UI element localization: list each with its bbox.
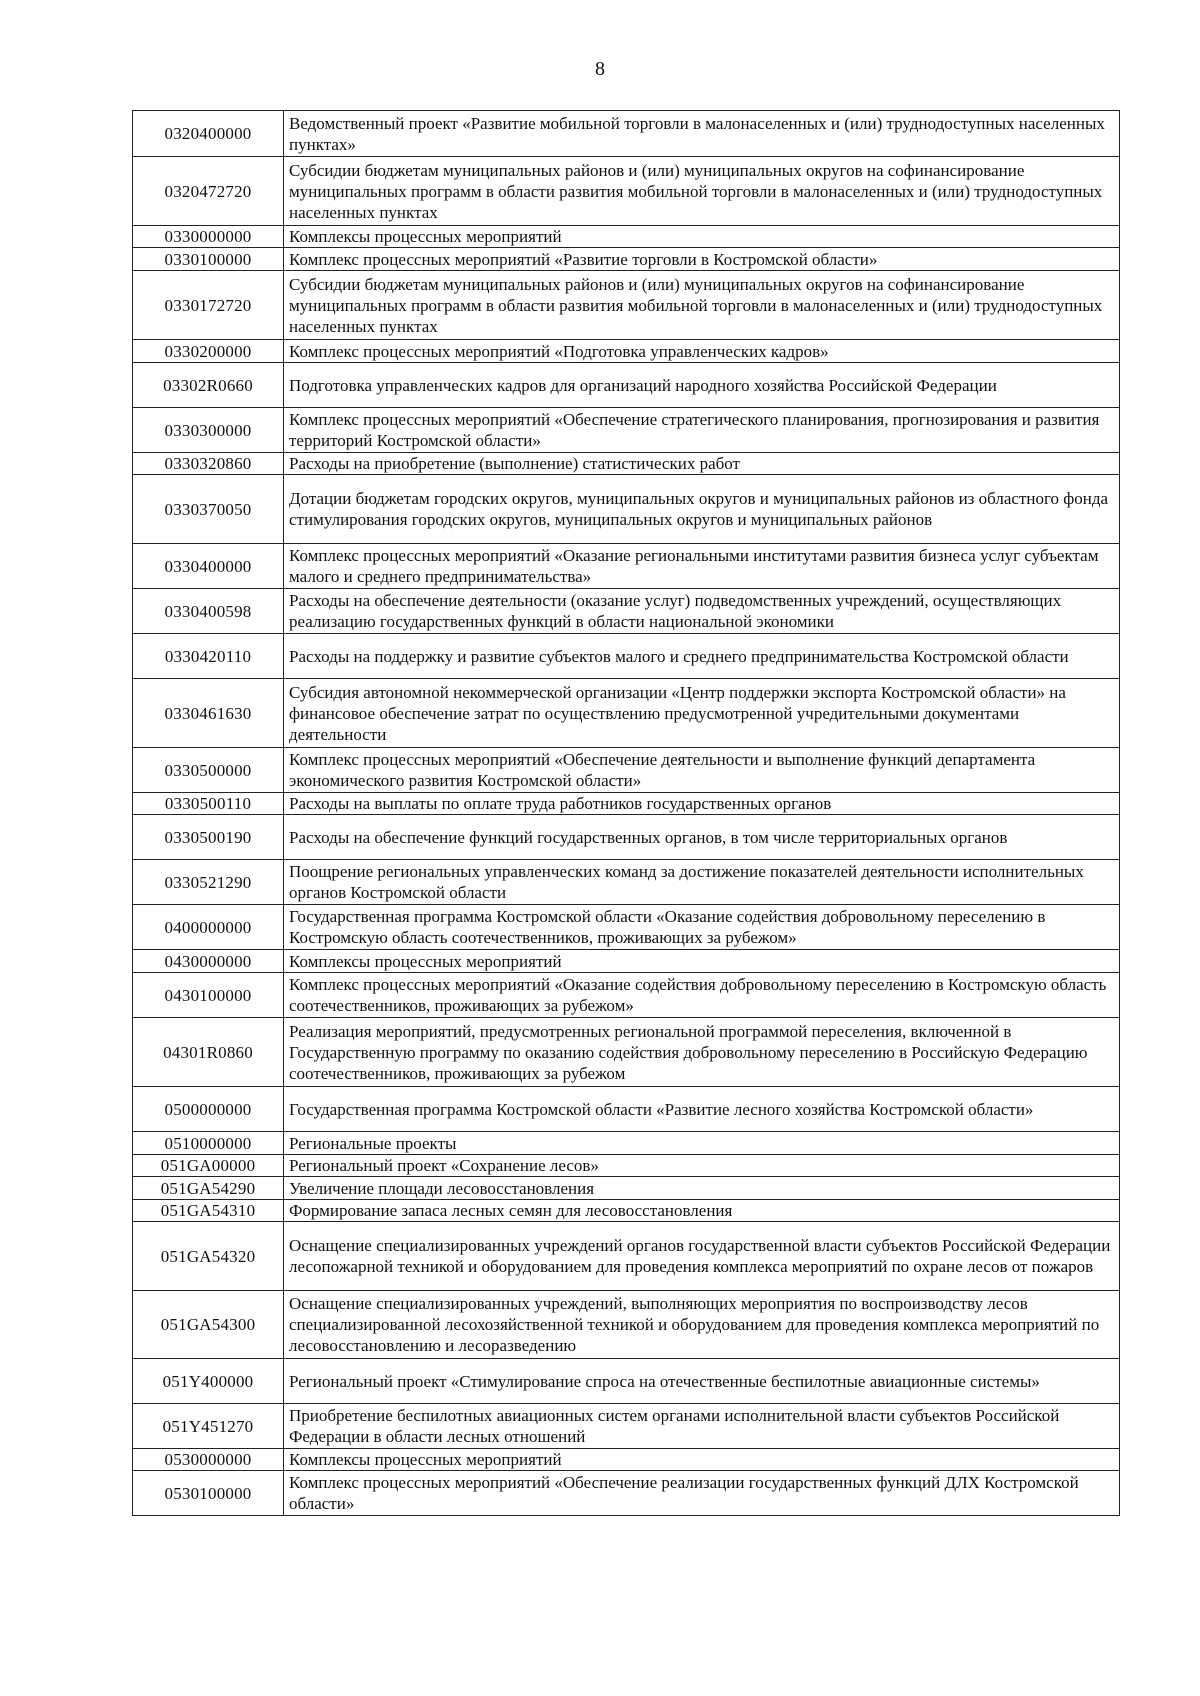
row-name: Региональный проект «Стимулирование спроса на отечественные беспилотные авиационные системы»	[284, 1359, 1120, 1404]
table-row	[133, 815, 1120, 860]
row-code: 0330500190	[133, 815, 284, 860]
table-row	[133, 679, 1120, 748]
page-number: 8	[595, 58, 605, 80]
table-row	[133, 453, 1120, 475]
table-row	[133, 408, 1120, 453]
row-name: Субсидии бюджетам муниципальных районов и (или) муниципальных округов на софинансирование муниципальных программ в области развития мобильной торговли в малонаселенных и (или) труднодоступных населенных пунктах	[284, 157, 1120, 226]
row-name: Государственная программа Костромской области «Развитие лесного хозяйства Костромской области»	[284, 1087, 1120, 1132]
row-name: Субсидии бюджетам муниципальных районов и (или) муниципальных округов на софинансирование муниципальных программ в области развития мобильной торговли в малонаселенных и (или) труднодоступных населенных пунктах	[284, 271, 1120, 340]
row-code: 0330370050	[133, 475, 284, 544]
row-name: Комплекс процессных мероприятий «Обеспечение стратегического планирования, прогнозирования и развития территорий Костромской области»	[284, 408, 1120, 453]
table-row	[133, 475, 1120, 544]
row-code: 0320472720	[133, 157, 284, 226]
row-name: Комплексы процессных мероприятий	[284, 1449, 1120, 1471]
table-row	[133, 973, 1120, 1018]
table-row	[133, 226, 1120, 248]
row-name: Расходы на обеспечение функций государственных органов, в том числе территориальных органов	[284, 815, 1120, 860]
row-code: 051Y451270	[133, 1404, 284, 1449]
row-code: 0330400000	[133, 544, 284, 589]
table-row	[133, 248, 1120, 271]
table-row	[133, 1155, 1120, 1177]
row-code: 0330172720	[133, 271, 284, 340]
row-code: 0500000000	[133, 1087, 284, 1132]
table-row	[133, 589, 1120, 634]
row-code: 0330100000	[133, 248, 284, 271]
row-code: 0430000000	[133, 950, 284, 973]
row-code: 0430100000	[133, 973, 284, 1018]
row-name: Комплексы процессных мероприятий	[284, 226, 1120, 248]
row-name: Оснащение специализированных учреждений органов государственной власти субъектов Российской Федерации лесопожарной техникой и оборудованием для проведения комплекса мероприятий по охране лесов от пожаров	[284, 1222, 1120, 1291]
table-row	[133, 860, 1120, 905]
row-name: Комплекс процессных мероприятий «Подготовка управленческих кадров»	[284, 340, 1120, 363]
row-code: 0510000000	[133, 1132, 284, 1155]
table-row	[133, 905, 1120, 950]
row-code: 0320400000	[133, 111, 284, 157]
row-name: Формирование запаса лесных семян для лесовосстановления	[284, 1200, 1120, 1222]
row-name: Подготовка управленческих кадров для организаций народного хозяйства Российской Федерации	[284, 363, 1120, 408]
row-name: Реализация мероприятий, предусмотренных региональной программой переселения, включенной в Государственную программу по оказанию содействия добровольному переселению в Российскую Федерацию соотечественников, проживающих за рубежом	[284, 1018, 1120, 1087]
row-code: 0330420110	[133, 634, 284, 679]
row-name: Расходы на поддержку и развитие субъектов малого и среднего предпринимательства Костромской области	[284, 634, 1120, 679]
table-row	[133, 363, 1120, 408]
table-row	[133, 340, 1120, 363]
row-name: Поощрение региональных управленческих команд за достижение показателей деятельности исполнительных органов Костромской области	[284, 860, 1120, 905]
row-name: Расходы на обеспечение деятельности (оказание услуг) подведомственных учреждений, осуществляющих реализацию государственных функций в области национальной экономики	[284, 589, 1120, 634]
row-code: 051GA54320	[133, 1222, 284, 1291]
row-code: 0330500000	[133, 748, 284, 793]
row-name: Увеличение площади лесовосстановления	[284, 1177, 1120, 1200]
row-code: 0330300000	[133, 408, 284, 453]
row-code: 051GA00000	[133, 1155, 284, 1177]
table-row	[133, 793, 1120, 815]
row-code: 051GA54310	[133, 1200, 284, 1222]
row-name: Региональные проекты	[284, 1132, 1120, 1155]
table-row	[133, 1222, 1120, 1291]
table-row	[133, 1087, 1120, 1132]
budget-classification-table	[132, 110, 1120, 1516]
row-name: Комплексы процессных мероприятий	[284, 950, 1120, 973]
table-row	[133, 544, 1120, 589]
row-code: 0400000000	[133, 905, 284, 950]
table-row	[133, 111, 1120, 157]
table-row	[133, 1132, 1120, 1155]
table-body	[133, 111, 1120, 1516]
row-code: 0530000000	[133, 1449, 284, 1471]
row-code: 0330400598	[133, 589, 284, 634]
table-row	[133, 1291, 1120, 1359]
row-code: 0330521290	[133, 860, 284, 905]
row-name: Расходы на выплаты по оплате труда работников государственных органов	[284, 793, 1120, 815]
row-name: Комплекс процессных мероприятий «Оказание региональными институтами развития бизнеса услуг субъектам малого и среднего предпринимательства»	[284, 544, 1120, 589]
row-name: Комплекс процессных мероприятий «Развитие торговли в Костромской области»	[284, 248, 1120, 271]
table-row	[133, 1177, 1120, 1200]
row-code: 0330500110	[133, 793, 284, 815]
row-name: Комплекс процессных мероприятий «Оказание содействия добровольному переселению в Костромскую область соотечественников, проживающих за рубежом»	[284, 973, 1120, 1018]
row-name: Оснащение специализированных учреждений, выполняющих мероприятия по воспроизводству лесов специализированной лесохозяйственной техникой и оборудованием для проведения комплекса мероприятий по лесовосстановлению и лесоразведению	[284, 1291, 1120, 1359]
table-row	[133, 634, 1120, 679]
row-code: 0330320860	[133, 453, 284, 475]
row-code: 051Y400000	[133, 1359, 284, 1404]
row-name: Государственная программа Костромской области «Оказание содействия добровольному переселению в Костромскую область соотечественников, проживающих за рубежом»	[284, 905, 1120, 950]
table-row	[133, 157, 1120, 226]
row-name: Расходы на приобретение (выполнение) статистических работ	[284, 453, 1120, 475]
table-row	[133, 1404, 1120, 1449]
table-row	[133, 271, 1120, 340]
row-name: Комплекс процессных мероприятий «Обеспечение реализации государственных функций ДЛХ Костромской области»	[284, 1471, 1120, 1516]
row-name: Ведомственный проект «Развитие мобильной торговли в малонаселенных и (или) труднодоступных населенных пунктах»	[284, 111, 1120, 157]
table-row	[133, 1471, 1120, 1516]
table-row	[133, 1359, 1120, 1404]
table-row	[133, 1200, 1120, 1222]
table-row	[133, 1018, 1120, 1087]
table-row	[133, 748, 1120, 793]
row-name: Дотации бюджетам городских округов, муниципальных округов и муниципальных районов из областного фонда стимулирования городских округов, муниципальных округов и муниципальных районов	[284, 475, 1120, 544]
row-code: 0330200000	[133, 340, 284, 363]
row-name: Комплекс процессных мероприятий «Обеспечение деятельности и выполнение функций департамента экономического развития Костромской области»	[284, 748, 1120, 793]
row-name: Субсидия автономной некоммерческой организации «Центр поддержки экспорта Костромской области» на финансовое обеспечение затрат по осуществлению предусмотренной учредительными документами деятельности	[284, 679, 1120, 748]
row-code: 0330461630	[133, 679, 284, 748]
row-code: 051GA54300	[133, 1291, 284, 1359]
row-name: Региональный проект «Сохранение лесов»	[284, 1155, 1120, 1177]
table-row	[133, 950, 1120, 973]
row-code: 0330000000	[133, 226, 284, 248]
row-name: Приобретение беспилотных авиационных систем органами исполнительной власти субъектов Российской Федерации в области лесных отношений	[284, 1404, 1120, 1449]
table-row	[133, 1449, 1120, 1471]
row-code: 051GA54290	[133, 1177, 284, 1200]
row-code: 0530100000	[133, 1471, 284, 1516]
row-code: 03302R0660	[133, 363, 284, 408]
row-code: 04301R0860	[133, 1018, 284, 1087]
